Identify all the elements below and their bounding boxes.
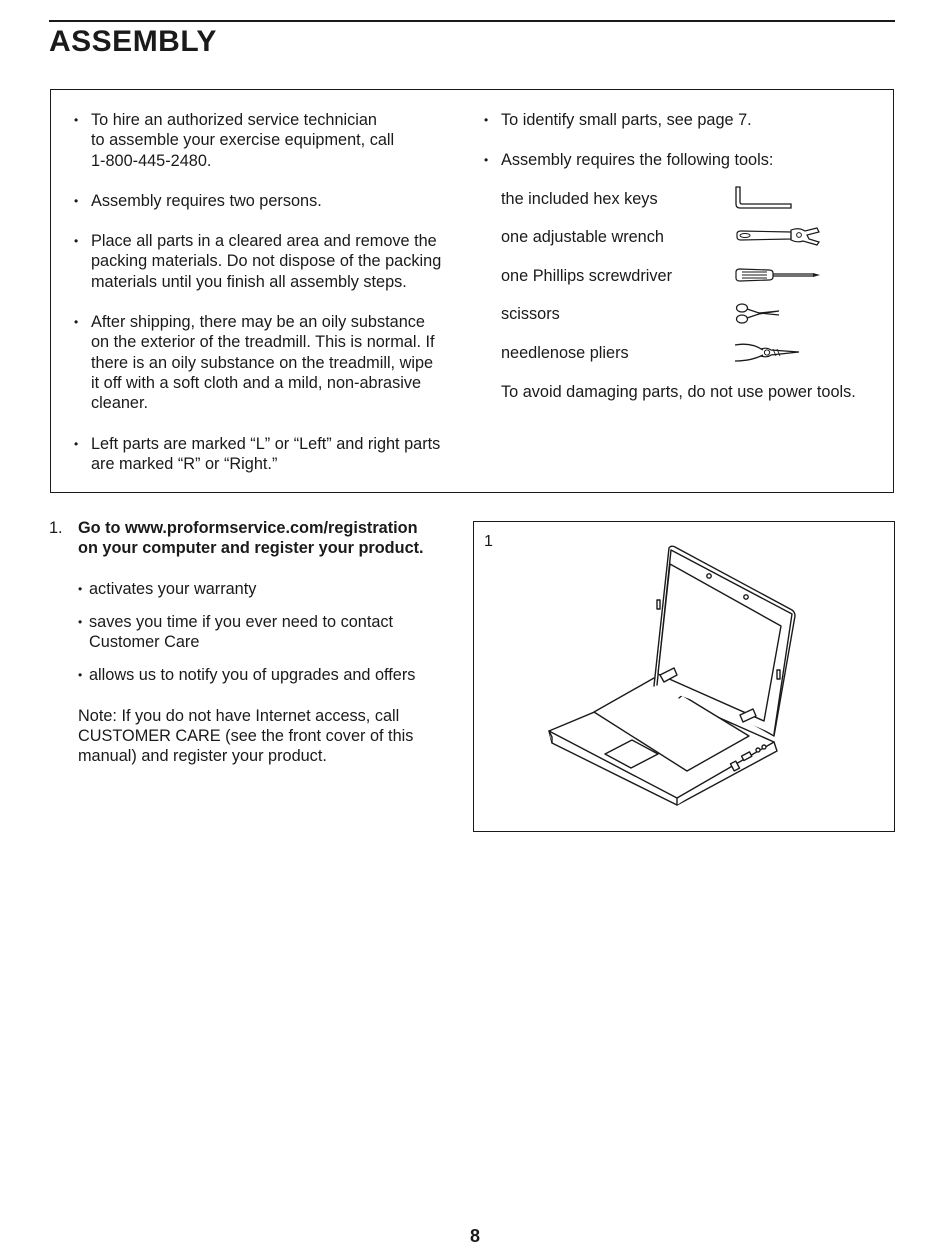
bullet-line: • Left parts are marked “L” or “Left” and right parts [91, 434, 441, 453]
benefit-line: • allows us to notify you of upgrades and offers [89, 666, 416, 685]
step-number: 1. [49, 519, 63, 537]
bullet-line: 1-800-445-2480. [91, 151, 212, 170]
assembly-info-box [50, 89, 894, 493]
bullet-line: • Assembly requires two persons. [91, 191, 322, 210]
page-title: ASSEMBLY [49, 25, 217, 58]
info-bullet-small-parts: • To identify small parts, see page 7. [483, 110, 883, 130]
bullet-line: • Place all parts in a cleared area and remove the [91, 232, 437, 251]
step-note [78, 706, 458, 767]
info-right-column [483, 110, 883, 402]
bullet-line: cleaner. [91, 394, 149, 413]
info-bullet-left-right-parts [73, 434, 463, 475]
laptop-illustration [474, 522, 894, 831]
step-heading-line: on your computer and register your product. [78, 539, 424, 558]
benefit-line: • saves you time if you ever need to contact [89, 612, 394, 631]
step-heading-line: Go to www.proformservice.com/registration [78, 519, 418, 537]
tool-row-scissors [483, 304, 883, 343]
info-bullet-tools-required: • Assembly requires the following tools: [483, 150, 883, 170]
info-left-column [73, 110, 463, 494]
benefit-saves-time [78, 612, 458, 653]
bullet-line: are marked “R” or “Right.” [91, 454, 278, 473]
benefit-line: Customer Care [89, 633, 200, 652]
note-line: Note: If you do not have Internet access, call [78, 706, 400, 725]
top-rule [49, 20, 895, 22]
bullet-line: • To hire an authorized service technician [91, 111, 377, 129]
needlenose-pliers-icon [733, 337, 813, 369]
note-line: manual) and register your product. [78, 747, 327, 766]
bullet-line: it off with a soft cloth and a mild, non-abrasive [91, 373, 422, 392]
tool-label: the included hex keys [501, 189, 658, 208]
figure-1-box [473, 521, 895, 832]
bullet-line: on the exterior of the treadmill. This is normal. If [91, 333, 435, 352]
tool-row-needlenose-pliers [483, 343, 883, 382]
bullet-line: to assemble your exercise equipment, call [91, 131, 395, 150]
bullet-line: materials until you finish all assembly steps. [91, 272, 407, 291]
tools-list [483, 189, 883, 382]
tool-label: scissors [501, 305, 560, 324]
tools-note: To avoid damaging parts, do not use power tools. [501, 382, 856, 401]
tool-row-adjustable-wrench [483, 227, 883, 266]
benefit-line: • activates your warranty [89, 579, 257, 598]
info-bullet-two-persons [73, 191, 463, 211]
adjustable-wrench-icon [733, 221, 823, 253]
bullet-line: packing materials. Do not dispose of the packing [91, 252, 442, 271]
tool-label: one adjustable wrench [501, 228, 664, 247]
note-line: CUSTOMER CARE (see the front cover of this [78, 727, 414, 746]
tool-label: one Phillips screwdriver [501, 266, 673, 285]
page-number: 8 [469, 1226, 480, 1246]
tool-row-phillips-screwdriver [483, 266, 883, 305]
info-bullet-oily-substance [73, 312, 463, 413]
tool-row-hex-keys [483, 189, 883, 228]
info-bullet-cleared-area [73, 231, 463, 292]
phillips-screwdriver-icon [733, 260, 823, 292]
figure-number: 1 [484, 533, 493, 550]
step-body [78, 518, 458, 767]
benefit-warranty [78, 579, 458, 599]
benefit-upgrades [78, 665, 458, 685]
scissors-icon [733, 298, 813, 330]
tool-label: needlenose pliers [501, 343, 629, 362]
hex-key-icon [733, 183, 813, 215]
bullet-line: there is an oily substance on the treadmill, wipe [91, 353, 434, 372]
info-bullet-technician [73, 110, 463, 171]
step-heading [78, 518, 458, 559]
bullet-line: • After shipping, there may be an oily substance [91, 313, 425, 332]
